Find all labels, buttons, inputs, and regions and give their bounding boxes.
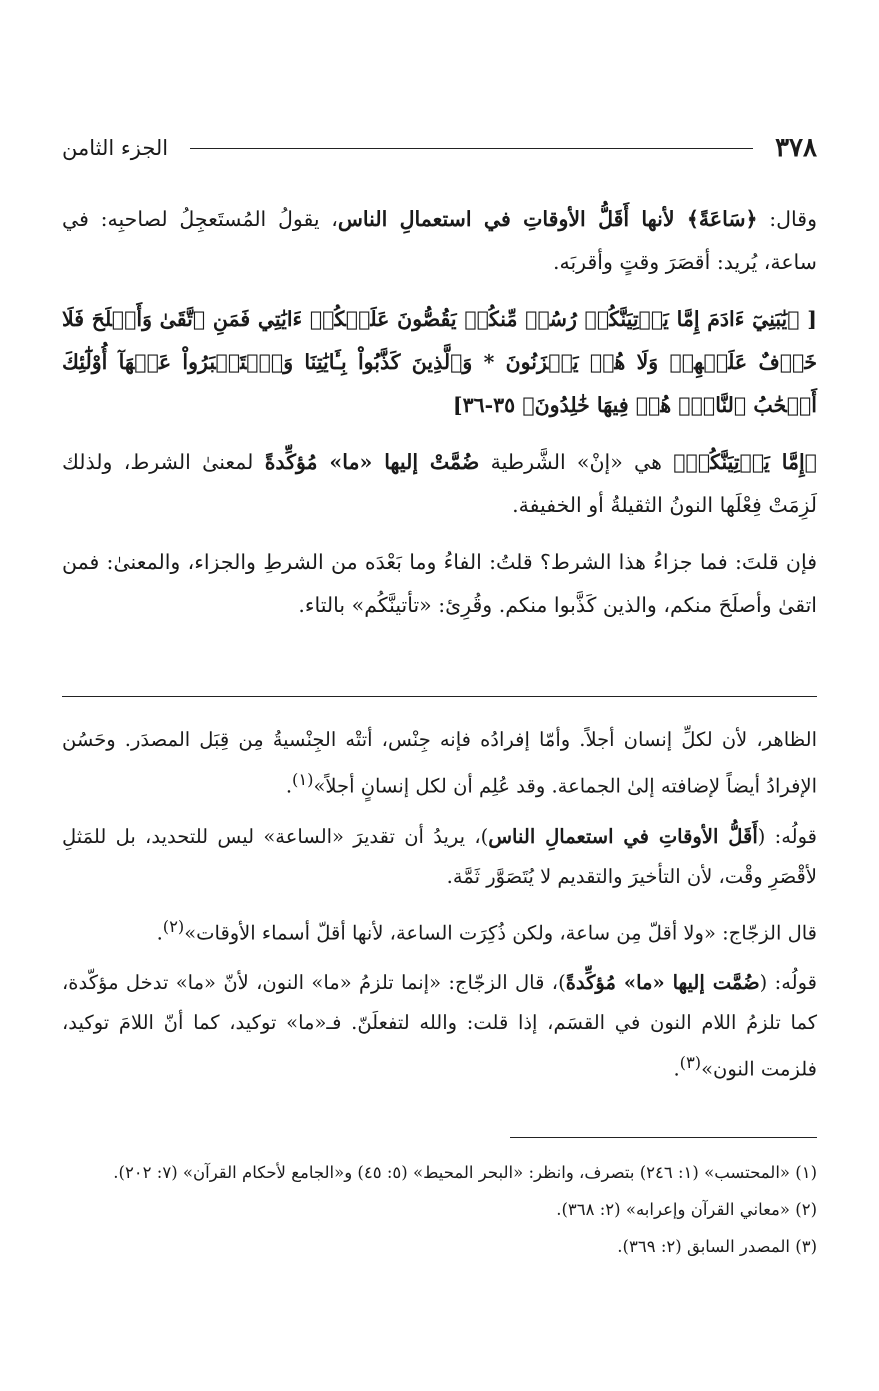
- page-header: [62, 128, 817, 168]
- commentary-paragraph-1: الظاهر، لأن لكلِّ إنسان أجلاً. وأمّا إفرادُه فإنه جِنْس، أتتْه الجِنْسيةُ مِن قِبَل المصدَر. وحَسُن الإفرادُ أيضاً لإضافته إلىٰ الجماعة. وقد عُلِم أن لكل إنسانٍ أجلاً»$^{(١)}$.: [62, 728, 817, 798]
- main-paragraph-3: فإن قلتَ: فما جزاءُ هذا الشرط؟ قلتُ: الفاءُ وما بَعْدَه من الشرطِ والجزاء، والمعنىٰ: فمن اتقىٰ وأصلَحَ منكم، والذين كَذَّبوا منكم. وقُرِئ: «تأتينَّكُم» بالتاء.: [62, 550, 817, 617]
- page-number: ٣٧٨: [775, 133, 817, 163]
- footnote-2: (٢) «معاني القرآن وإعرابه» (٢: ٣٦٨).: [556, 1200, 817, 1219]
- commentary-paragraph-3: قال الزجّاج: «ولا أقلّ مِن ساعة، ولكن ذُكِرَت الساعة، لأنها أقلّ أسماء الأوقات»$^{(٢)}$.: [156, 916, 817, 944]
- main-text: [62, 198, 817, 627]
- part-title: الجزء الثامن: [62, 136, 169, 160]
- footnote-1: (١) «المحتسب» (١: ٢٤٦) بتصرف، وانظر: «البحر المحيط» (٥: ٤٥) و«الجامع لأحكام القرآن» (٧: ٢٠٢).: [113, 1163, 817, 1182]
- main-separator: [62, 696, 817, 697]
- commentary-paragraph-4: قولُه: (ضُمَّت إليها «ما» مُؤكِّدةً)، قال الزجّاج: «إنما تلزمُ «ما» النون، لأنّ «ما» تدخل مؤكّدة، كما تلزمُ اللام النون في القسَم، إذا قلت: والله لتفعلَنّ. فـ«ما» توكيد، كما أنّ اللامَ توكيد، فلزمت النون»$^{(٣)}$.: [62, 971, 817, 1081]
- footnotes: [62, 1154, 817, 1265]
- header-rule: [190, 148, 753, 149]
- commentary-paragraph-2: قولُه: (أَقَلُّ الأوقاتِ في استعمالِ الناس)، يريدُ أن تقديرَ «الساعة» ليس للتحديد، بل للمَثلِ لأقْصَرِ وقْت، لأن التأخيرَ والتقديم لا يُتَصَوَّر ثَمَّة.: [62, 824, 818, 888]
- quran-verse: [ ﴿يَٰبَنِيٓ ءَادَمَ إِمَّا يَأۡتِيَنَّكُمۡ رُسُلٞ مِّنكُمۡ يَقُصُّونَ عَلَيۡكُمۡ ءَايَٰتِي فَمَنِ ٱتَّقَىٰ وَأَصۡلَحَ فَلَا خَوۡفٌ عَلَيۡهِمۡ وَلَا هُمۡ يَحۡزَنُونَ * وَٱلَّذِينَ كَذَّبُواْ بِـَٔايَٰتِنَا وَٱسۡتَكۡبَرُواْ عَنۡهَآ أُوْلَٰٓئِكَ أَصۡحَٰبُ ٱلنَّارِۖ هُمۡ فِيهَا خَٰلِدُونَ﴾ ٣٥-٣٦]: [62, 307, 817, 417]
- main-paragraph-2: ﴿إِمَّا يَأۡتِيَنَّكُمۡ﴾ هي «إنْ» الشَّرطية ضُمَّتْ إليها «ما» مُؤكِّدةً لمعنىٰ الشرط، ولذلك لَزِمَتْ فِعْلَها النونُ الثقيلةُ أو الخفيفة.: [62, 450, 817, 517]
- commentary: [62, 720, 817, 1090]
- footnote-3: (٣) المصدر السابق (٢: ٣٦٩).: [617, 1237, 817, 1256]
- main-paragraph-1: وقال: ﴿سَاعَةً﴾ لأنها أَقَلُّ الأوقاتِ في استعمالِ الناس، يقولُ المُستَعجِلُ لصاحبِه: في ساعة، يُريد: أقصَرَ وقتٍ وأقربَه.: [62, 207, 817, 274]
- footnote-separator: [510, 1137, 817, 1138]
- footnote-ref-2[interactable]: (٢): [162, 916, 185, 936]
- footnote-ref-1[interactable]: (١): [292, 770, 314, 789]
- footnote-ref-3[interactable]: (٣): [679, 1053, 702, 1072]
